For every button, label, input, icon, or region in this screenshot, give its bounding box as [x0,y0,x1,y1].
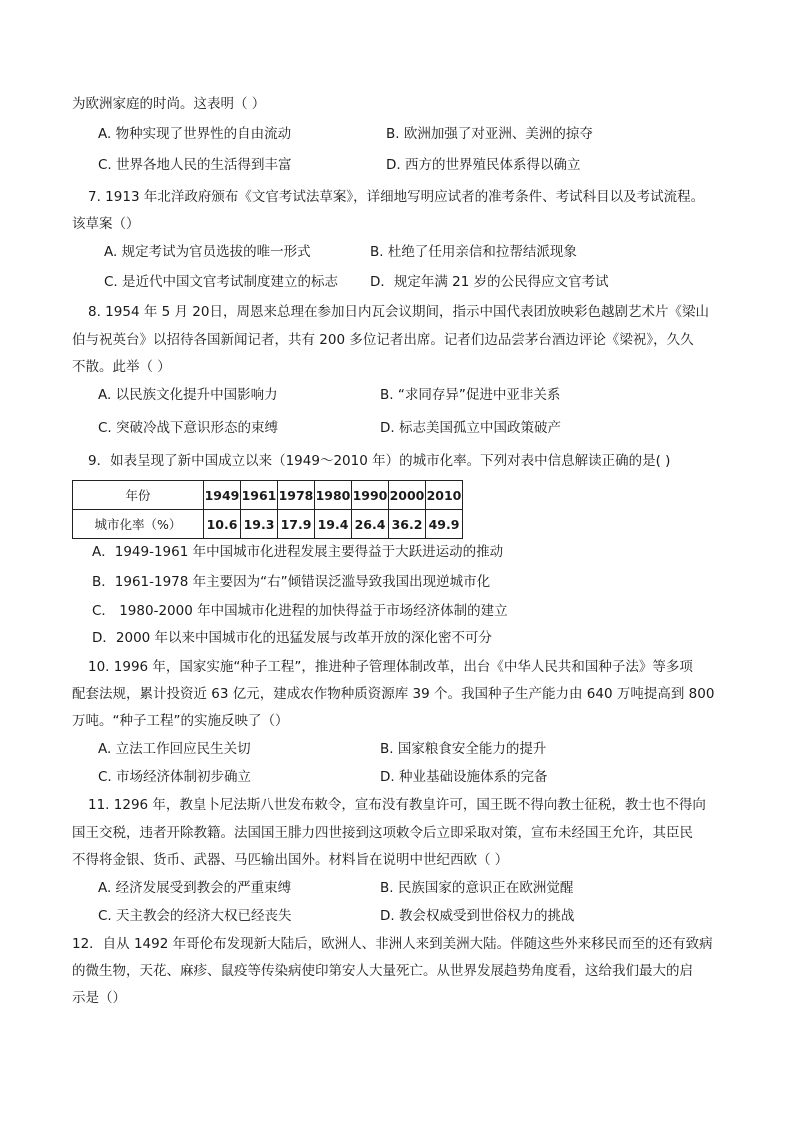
table-row-rate [73,510,463,539]
q7-option-b: B. 杜绝了任用亲信和拉帮结派现象 [370,244,577,260]
year-cell: 1961 [241,481,278,510]
rate-cell: 36.2 [389,510,426,539]
q8-option-c: C. 突破冷战下意识形态的束缚 [98,420,279,436]
table-label-year: 年份 [73,481,204,510]
q6-option-b: B. 欧洲加强了对亚洲、美洲的掠夺 [386,126,593,142]
q12-stem-line-1: 12．自从 1492 年哥伦布发现新大陆后，欧洲人、非洲人来到美洲大陆。伴随这些外来移民而至的还有致病 [72,936,713,952]
year-cell: 1949 [204,481,241,510]
q10-option-c: C. 市场经济体制初步确立 [98,769,252,785]
table-row-year [73,481,463,510]
rate-cell: 17.9 [278,510,315,539]
q10-stem-line-3: 万吨。“种子工程”的实施反映了（） [72,713,289,729]
q7-option-a: A. 规定考试为官员选拔的唯一形式 [104,244,311,260]
q9-option-a: A．1949-1961 年中国城市化进程发展主要得益于大跃进运动的推动 [92,544,504,560]
year-cell: 2000 [389,481,426,510]
q10-option-a: A. 立法工作回应民生关切 [98,741,251,757]
q9-option-b: B．1961-1978 年主要因为“右”倾错误泛滥导致我国出现逆城市化 [92,574,491,590]
rate-cell: 26.4 [352,510,389,539]
q11-stem-line-1: 11. 1296 年，教皇卜尼法斯八世发布敕令，宣布没有教皇许可，国王既不得向教士征税，教士也不得向 [88,797,706,813]
rate-cell: 19.3 [241,510,278,539]
q7-option-d: D．规定年满 21 岁的公民得应文官考试 [370,274,609,290]
q6-stem-tail: 为欧洲家庭的时尚。这表明（ ） [72,96,266,112]
q8-option-d: D. 标志美国孤立中国政策破产 [380,420,561,436]
q9-option-c: C． 1980-2000 年中国城市化进程的加快得益于市场经济体制的建立 [92,603,508,619]
q6-option-c: C. 世界各地人民的生活得到丰富 [98,157,292,173]
q10-stem-line-1: 10. 1996 年，国家实施“种子工程”，推进种子管理体制改革，出台《中华人民共和国种子法》等多项 [88,659,693,675]
q10-option-d: D. 种业基础设施体系的完备 [380,769,548,785]
year-cell: 2010 [426,481,463,510]
q8-option-b: B. “求同存异”促进中亚非关系 [380,387,561,403]
q11-stem-line-3: 不得将金银、货币、武器、马匹输出国外。材料旨在说明中世纪西欧（ ） [72,852,509,868]
q12-stem-line-2: 的微生物，天花、麻疹、鼠疫等传染病使印第安人大量死亡。从世界发展趋势角度看，这给我们最大的启 [72,963,693,979]
q10-option-b: B. 国家粮食安全能力的提升 [380,741,547,757]
urbanization-table [72,480,463,539]
q7-option-c: C. 是近代中国文官考试制度建立的标志 [104,274,339,290]
q12-stem-line-3: 示是（） [72,990,126,1006]
q9-stem: 9．如表呈现了新中国成立以来（1949～2010 年）的城市化率。下列对表中信息解读正确的是( ) [88,453,671,469]
year-cell: 1990 [352,481,389,510]
q11-option-a: A. 经济发展受到教会的严重束缚 [98,880,292,896]
q7-stem-line-1: 7. 1913 年北洋政府颁布《文官考试法草案》，详细地写明应试者的准考条件、考试科目以及考试流程。 [88,189,705,205]
q10-stem-line-2: 配套法规，累计投资近 63 亿元，建成农作物种质资源库 39 个。我国种子生产能力由 640 万吨提高到 800 [72,686,715,702]
q6-option-a: A. 物种实现了世界性的自由流动 [98,126,292,142]
q11-option-b: B. 民族国家的意识正在欧洲觉醒 [380,880,574,896]
q7-stem-line-2: 该草案（） [72,216,140,232]
q8-stem-line-1: 8. 1954 年 5 月 20日，周恩来总理在参加日内瓦会议期间，指示中国代表团放映彩色越剧艺术片《梁山 [88,304,709,320]
q8-stem-line-3: 不散。此举（ ） [72,359,171,375]
q11-option-c: C. 天主教会的经济大权已经丧失 [98,908,292,924]
year-cell: 1978 [278,481,315,510]
q8-option-a: A. 以民族文化提升中国影响力 [98,387,278,403]
rate-cell: 10.6 [204,510,241,539]
rate-cell: 19.4 [315,510,352,539]
q11-stem-line-2: 国王交税，违者开除教籍。法国国王腓力四世接到这项敕令后立即采取对策，宣布未经国王允许，其臣民 [72,825,693,841]
q9-option-d: D．2000 年以来中国城市化的迅猛发展与改革开放的深化密不可分 [92,630,493,646]
table-label-rate: 城市化率（%） [73,510,204,539]
q6-option-d: D. 西方的世界殖民体系得以确立 [386,157,581,173]
rate-cell: 49.9 [426,510,463,539]
year-cell: 1980 [315,481,352,510]
q8-stem-line-2: 伯与祝英台》以招待各国新闻记者，共有 200 多位记者出席。记者们边品尝茅台酒边评论《梁祝》，久久 [72,332,694,348]
q11-option-d: D. 教会权威受到世俗权力的挑战 [380,908,575,924]
